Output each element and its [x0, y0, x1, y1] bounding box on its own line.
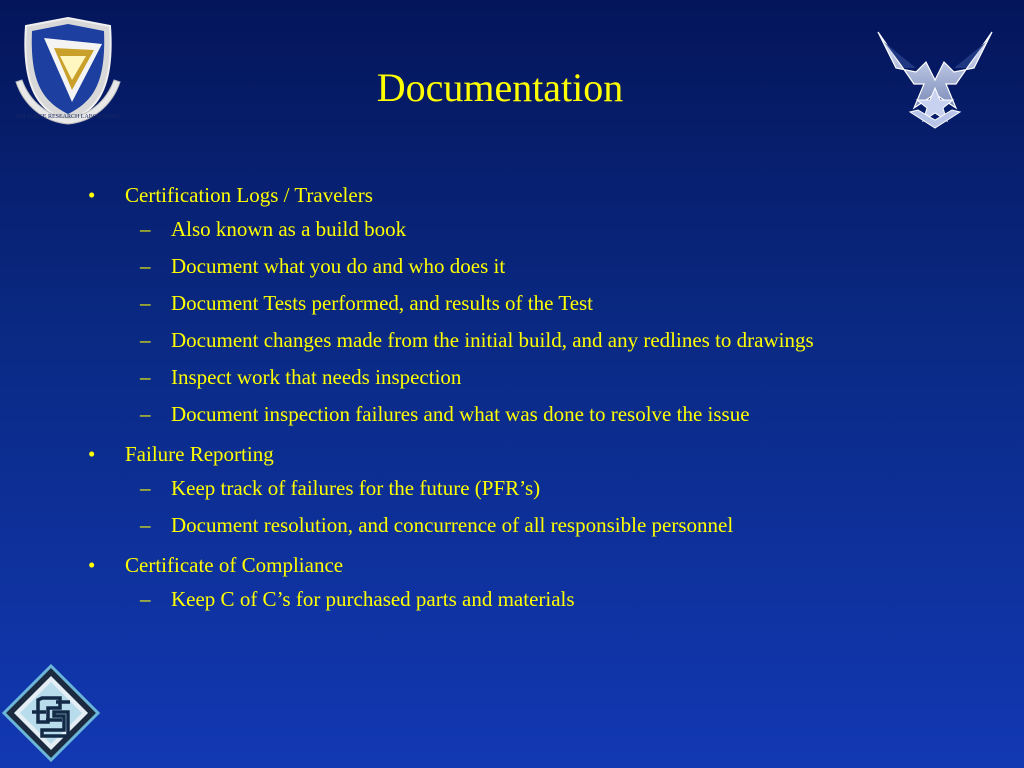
- slide-title: Documentation: [376, 65, 624, 110]
- sub-bullet-text: Inspect work that needs inspection: [171, 365, 462, 389]
- sub-bullet-item: [125, 251, 944, 282]
- sub-bullet-marker: –: [140, 217, 151, 241]
- afrl-logo-text: AIR FORCE RESEARCH LABORATORY: [15, 114, 121, 120]
- sub-bullet-marker: –: [140, 513, 151, 537]
- sub-bullet-item: [125, 288, 944, 319]
- diamond-emblem-logo: [2, 664, 100, 762]
- sub-bullet-text: Document resolution, and concurrence of all responsible personnel: [171, 513, 734, 537]
- bullet-marker: •: [88, 183, 96, 207]
- sub-bullet-marker: –: [140, 291, 151, 315]
- bullet-text: Certification Logs / Travelers: [125, 183, 373, 207]
- sub-bullet-item: [125, 399, 944, 430]
- sub-bullet-item: [125, 584, 944, 615]
- sub-bullet-text: Keep C of C’s for purchased parts and materials: [171, 587, 575, 611]
- sub-bullet-text: Keep track of failures for the future (PFR’s): [171, 476, 541, 500]
- sub-bullet-text: Document changes made from the initial build, and any redlines to drawings: [171, 328, 814, 352]
- bullet-marker: •: [88, 442, 96, 466]
- sub-bullet-list: [125, 473, 944, 541]
- sub-bullet-marker: –: [140, 587, 151, 611]
- sub-bullet-text: Document inspection failures and what was done to resolve the issue: [171, 402, 750, 426]
- bullet-item: [84, 182, 944, 430]
- bullet-text: Failure Reporting: [125, 442, 274, 466]
- sub-bullet-text: Document Tests performed, and results of the Test: [171, 291, 594, 315]
- bullet-item: [84, 552, 944, 615]
- bullet-text: Certificate of Compliance: [125, 553, 344, 577]
- sub-bullet-item: [125, 214, 944, 245]
- sub-bullet-marker: –: [140, 476, 151, 500]
- sub-bullet-item: [125, 325, 944, 356]
- sub-bullet-marker: –: [140, 365, 151, 389]
- sub-bullet-text: Also known as a build book: [171, 217, 407, 241]
- sub-bullet-list: [125, 584, 944, 615]
- sub-bullet-list: [125, 214, 944, 430]
- sub-bullet-item: [125, 473, 944, 504]
- afrl-shield-logo: [14, 14, 122, 126]
- air-force-symbol-logo: [874, 28, 996, 132]
- sub-bullet-marker: –: [140, 254, 151, 278]
- sub-bullet-marker: –: [140, 402, 151, 426]
- sub-bullet-item: [125, 362, 944, 393]
- sub-bullet-marker: –: [140, 328, 151, 352]
- bullet-item: [84, 441, 944, 541]
- bullet-list: [84, 178, 944, 615]
- sub-bullet-item: [125, 510, 944, 541]
- sub-bullet-text: Document what you do and who does it: [171, 254, 506, 278]
- bullet-marker: •: [88, 553, 96, 577]
